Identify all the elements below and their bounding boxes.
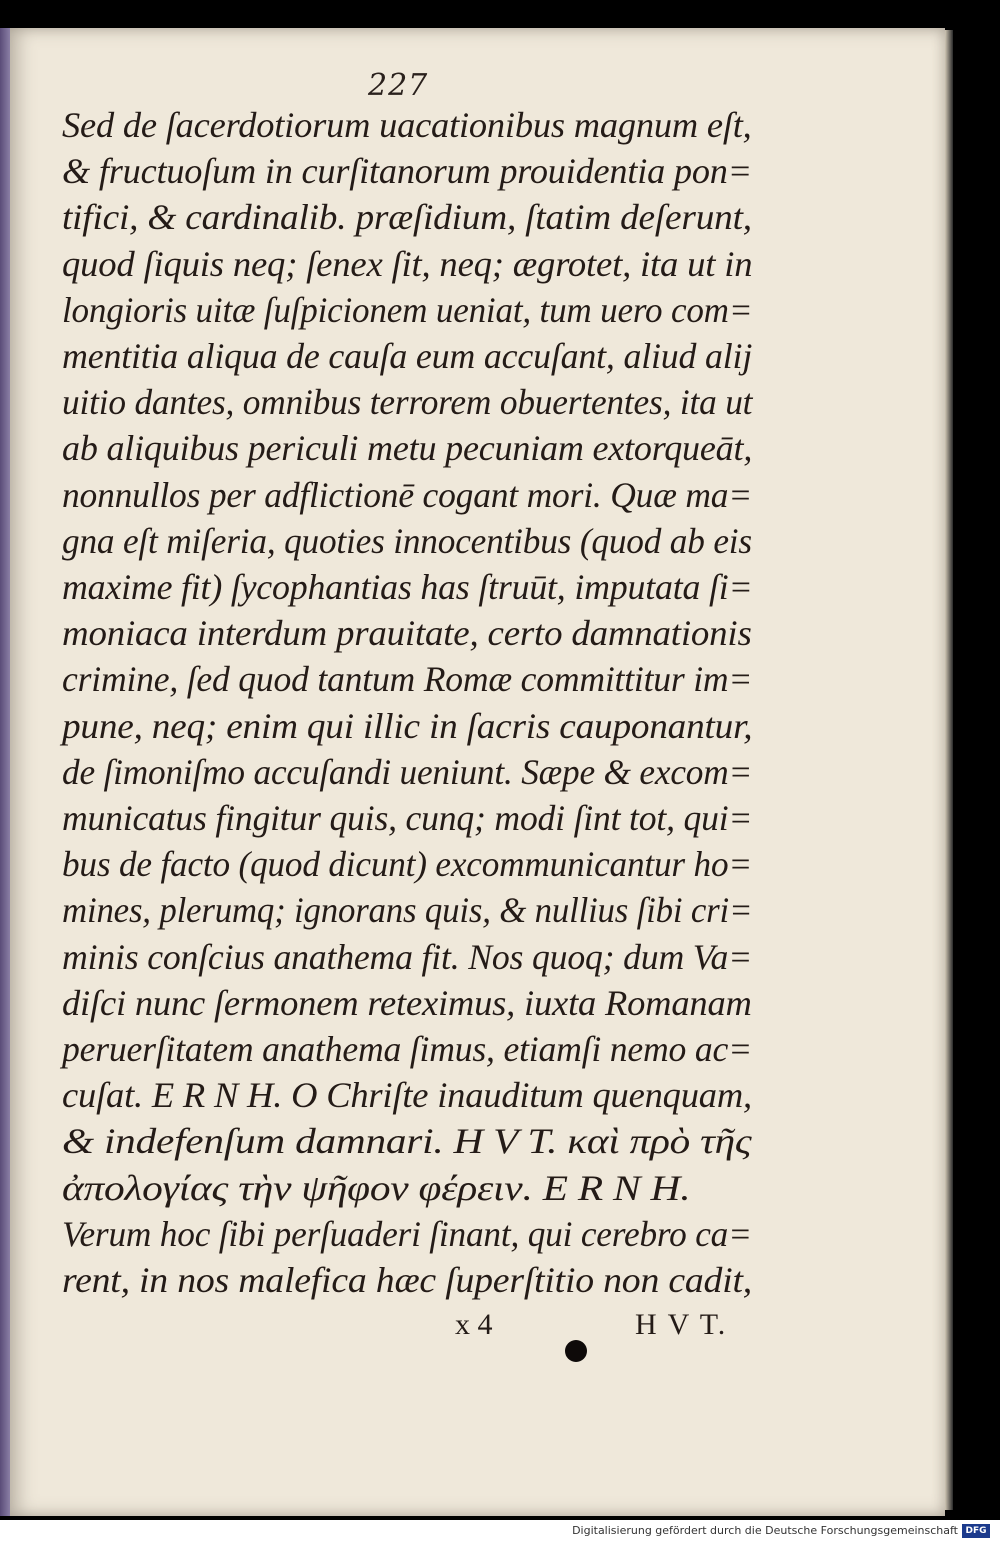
text-line: tifici, & cardinalib. præſidium, ſtatim deſerunt, <box>62 197 752 238</box>
text-line: mines, plerumq; ignorans quis, & nullius ſibi cri= <box>62 890 753 931</box>
signature-mark: x 4 <box>455 1308 493 1341</box>
book-spine-edge <box>0 28 10 1516</box>
text-line: pune, neq; enim qui illic in ſacris cauponantur, <box>62 705 753 746</box>
text-line: de ſimoniſmo accuſandi ueniunt. Sæpe & excom= <box>62 751 753 792</box>
text-line: ab aliquibus periculi metu pecuniam extorqueāt, <box>62 428 753 469</box>
text-line: peruerſitatem anathema ſimus, etiamſi nemo ac= <box>62 1029 752 1069</box>
text-line: ἀπολογίας τὴν ψῆφον φέρειν. E R N H. <box>62 1167 691 1208</box>
text-line: Verum hoc ſibi perſuaderi ſinant, qui cerebro ca= <box>62 1213 752 1254</box>
text-line: rent, in nos malefica hæc ſuperſtitio non cadit, <box>62 1260 752 1300</box>
text-line: & fructuoſum in curſitanorum prouidentia pon= <box>62 151 752 192</box>
text-line: & indefenſum damnari. H V T. καὶ πρὸ τῆς <box>62 1121 752 1162</box>
text-line: uitio dantes, omnibus terrorem obuertentes, ita ut <box>62 382 753 423</box>
text-line: diſci nunc ſermonem reteximus, iuxta Romanam <box>62 982 752 1023</box>
text-line: gna eſt miſeria, quoties innocentibus (quod ab eis <box>62 520 752 561</box>
text-line: Sed de ſacerdotiorum uacationibus magnum eſt, <box>62 105 752 145</box>
ink-blot <box>565 1340 587 1362</box>
text-line: quod ſiquis neq; ſenex ſit, neq; ægrotet, ita ut in <box>62 243 753 284</box>
text-line: nonnullos per adflictionē cogant mori. Quæ ma= <box>62 474 753 515</box>
footer-credit: Digitalisierung gefördert durch die Deutsche Forschungsgemeinschaft <box>572 1524 958 1537</box>
text-line: minis conſcius anathema fit. Nos quoq; dum Va= <box>62 936 753 977</box>
text-line: longioris uitæ ſuſpicionem ueniat, tum uero com= <box>62 289 753 330</box>
text-line: moniaca interdum prauitate, certo damnationis <box>62 613 752 654</box>
text-line: cuſat. E R N H. O Chriſte inauditum quenquam, <box>62 1075 752 1116</box>
text-line: maxime fit) ſycophantias has ſtruūt, imputata ſi= <box>62 567 753 607</box>
text-line: crimine, ſed quod tantum Romæ committitur im= <box>62 659 753 700</box>
page-number: 227 <box>368 68 429 103</box>
page-right-edge <box>945 30 953 1510</box>
catchword-line <box>455 1308 755 1354</box>
text-line: bus de facto (quod dicunt) excommunicantur ho= <box>62 844 752 885</box>
text-line: mentitia aliqua de cauſa eum accuſant, aliud alij <box>62 336 753 376</box>
text-line: municatus fingitur quis, cunq; modi ſint tot, qui= <box>62 798 753 838</box>
catchword: H V T. <box>635 1308 728 1341</box>
dfg-logo: DFG <box>962 1524 990 1538</box>
